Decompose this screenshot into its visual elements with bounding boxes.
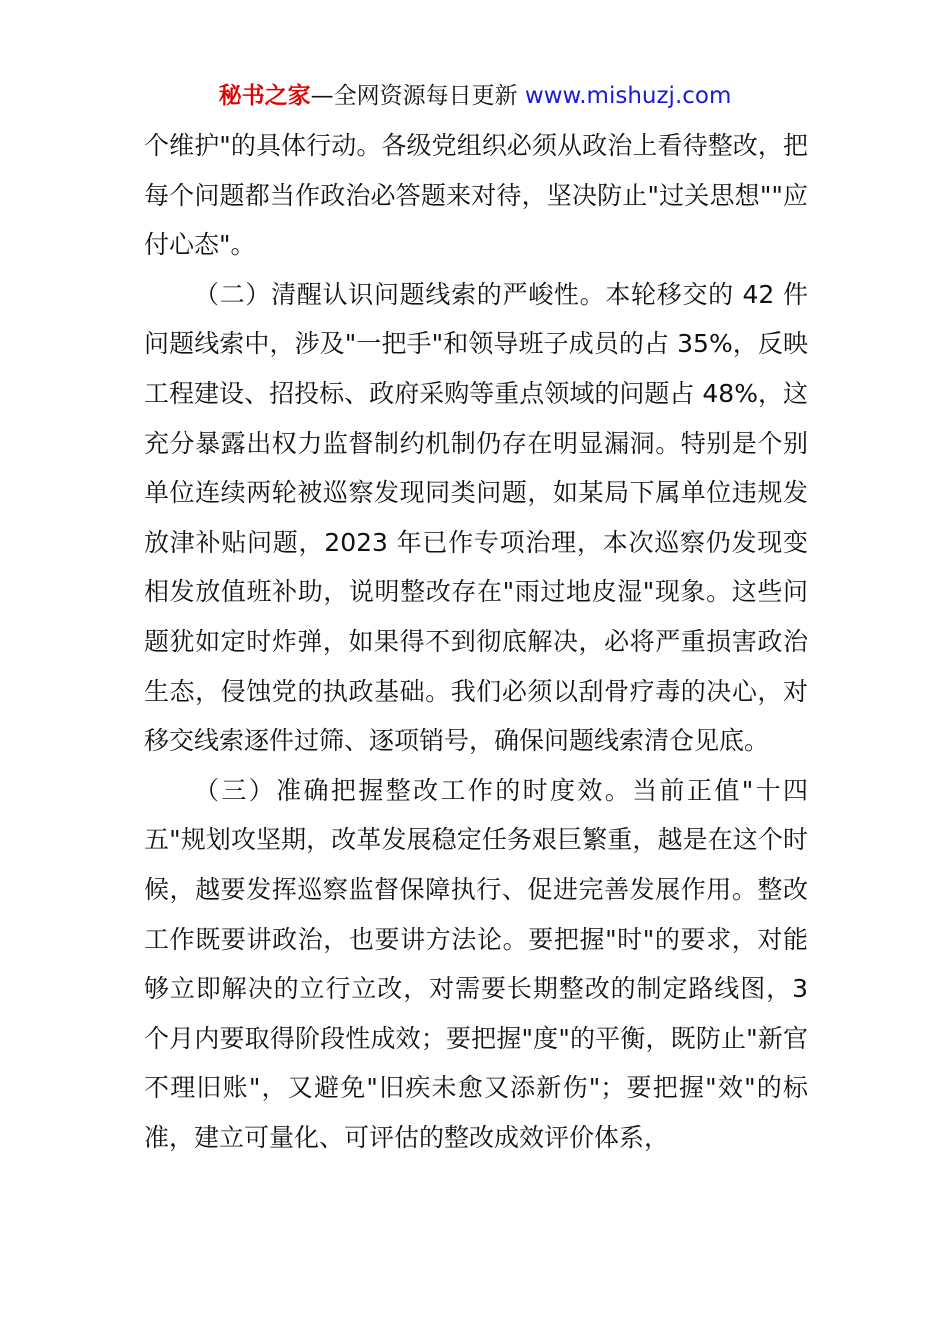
paragraph-section-three: （三）准确把握整改工作的时度效。当前正值"十四五"规划攻坚期，改革发展稳定任务艰巨繁重，越是在这个时候，越要发挥巡察监督保障执行、促进完善发展作用。整改工作既要讲政治，也要讲方法论。要把握"时"的要求，对能够立即解决的立行立改，对需要长期整改的制定路线图，3 个月内要取得阶段性成效；要把握"度"的平衡，既防止"新官不理旧账"，又避免"旧疾未愈又添新伤"；要把握"效"的标准，建立可量化、可评估的整改成效评价体系， xyxy=(144,775,808,1152)
header-tagline: —全网资源每日更新 xyxy=(310,83,518,109)
paragraph-continuation: 个维护"的具体行动。各级党组织必须从政治上看待整改，把每个问题都当作政治必答题来对待，坚决防止"过关思想""应付心态"。 xyxy=(144,131,808,260)
paragraph-section-two: （二）清醒认识问题线索的严峻性。本轮移交的 42 件问题线索中，涉及"一把手"和领导班子成员的占 35%，反映工程建设、招投标、政府采购等重点领域的问题占 48%，这充分暴露出权力监督制约机制仍存在明显漏洞。特别是个别单位连续两轮被巡察发现同类问题，如某局下属单位违规发放津补贴问题，2023 年已作专项治理，本次巡察仍发现变相发放值班补助，说明整改存在"雨过地皮湿"现象。这些问题犹如定时炸弹，如果得不到彻底解决，必将严重损害政治生态，侵蚀党的执政基础。我们必须以刮骨疗毒的决心，对移交线索逐件过筛、逐项销号，确保问题线索清仓见底。 xyxy=(144,279,808,756)
brand-name: 秘书之家 xyxy=(218,83,311,109)
header-url-link[interactable]: www.mishuzj.com xyxy=(524,83,732,109)
document-body xyxy=(144,121,808,1162)
page-header xyxy=(0,80,950,112)
